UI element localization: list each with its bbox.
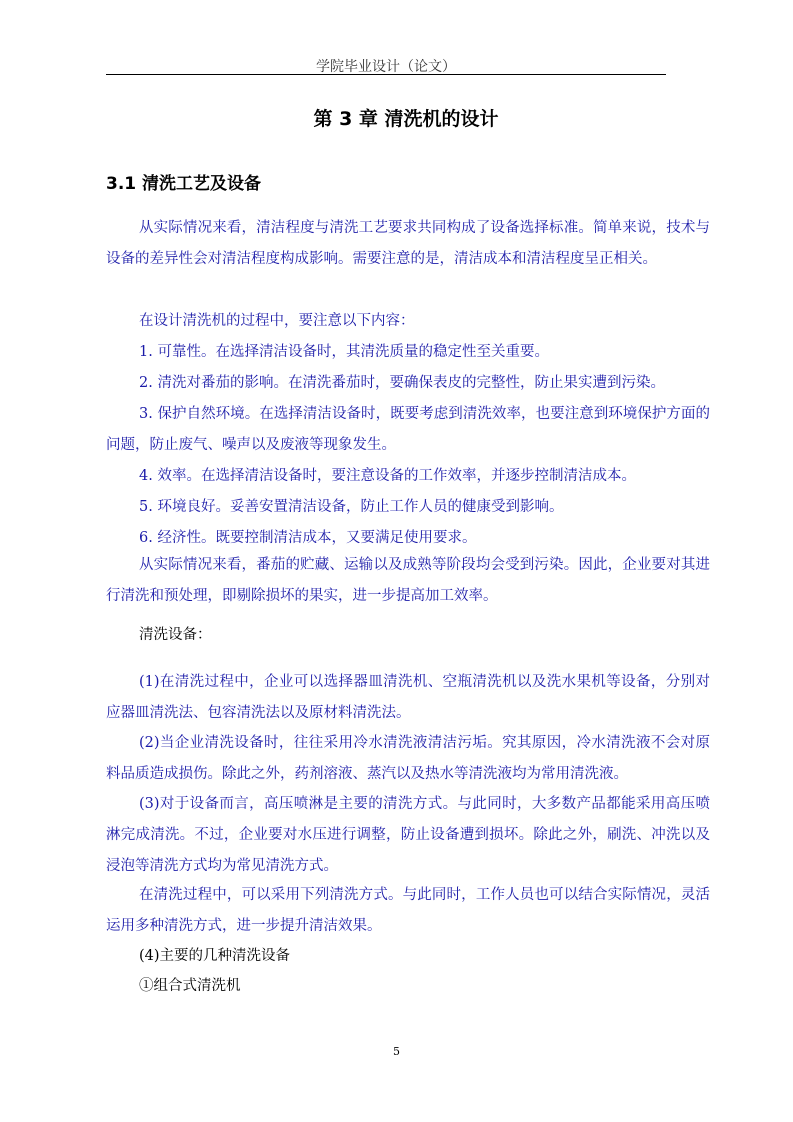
paragraph-cleaning-2: (2)当企业清洗设备时，往往采用冷水清洗液清洁污垢。究其原因，冷水清洗液不会对原料品质造成损伤。除此之外，药剂溶液、蒸汽以及热水等清洗液均为常用清洗液。 <box>106 735 710 782</box>
list-item-reliability: 1. 可靠性。在选择清洁设备时，其清洗质量的稳定性至关重要。 <box>139 344 549 360</box>
list-item-efficiency: 4. 效率。在选择清洁设备时，要注意设备的工作效率，并逐步控制清洁成本。 <box>139 468 636 484</box>
list-item-tomato-impact: 2. 清洗对番茄的影响。在清洗番茄时，要确保表皮的完整性，防止果实遭到污染。 <box>139 375 665 391</box>
chapter-title: 第 3 章 清洗机的设计 <box>313 108 499 130</box>
paragraph-cleaning-methods: 在清洗过程中，可以采用下列清洗方式。与此同时，工作人员也可以结合实际情况，灵活运用多种清洗方式，进一步提升清洁效果。 <box>106 887 710 934</box>
paragraph-combined-washer: ①组合式清洗机 <box>139 978 241 994</box>
paragraph-main-equipment: (4)主要的几种清洗设备 <box>139 948 291 964</box>
paragraph-cleaning-1: (1)在清洗过程中，企业可以选择器皿清洗机、空瓶清洗机以及洗水果机等设备，分别对应器皿清洗法、包容清洗法以及原材料清洗法。 <box>106 674 710 721</box>
list-item-economy: 6. 经济性。既要控制清洁成本，又要满足使用要求。 <box>139 530 477 546</box>
header-rule <box>106 74 666 75</box>
paragraph-equipment-heading: 清洗设备： <box>139 627 212 643</box>
section-title: 3.1 清洗工艺及设备 <box>106 174 262 194</box>
page-number: 5 <box>393 1045 400 1058</box>
paragraph-cleaning-3: (3)对于设备而言，高压喷淋是主要的清洗方式。与此同时，大多数产品都能采用高压喷淋完成清洗。不过，企业要对水压进行调整，防止设备遭到损坏。除此之外，刷洗、冲洗以及浸泡等清洗方式均为常见清洗方式。 <box>106 796 710 874</box>
list-item-environment: 3. 保护自然环境。在选择清洁设备时，既要考虑到清洗效率，也要注意到环境保护方面的问题，防止废气、噪声以及废液等现象发生。 <box>106 406 710 453</box>
paragraph-contamination: 从实际情况来看，番茄的贮藏、运输以及成熟等阶段均会受到污染。因此，企业要对其进行清洗和预处理，即剔除损坏的果实，进一步提高加工效率。 <box>106 557 710 604</box>
paragraph-design-notes: 在设计清洗机的过程中，要注意以下内容： <box>139 313 415 329</box>
running-header: 学院毕业设计（论文） <box>316 59 456 75</box>
paragraph-intro: 从实际情况来看，清洁程度与清洗工艺要求共同构成了设备选择标准。简单来说，技术与设备的差异性会对清洁程度构成影响。需要注意的是，清洁成本和清洁程度呈正相关。 <box>106 220 710 267</box>
list-item-good-environment: 5. 环境良好。妥善安置清洁设备，防止工作人员的健康受到影响。 <box>139 499 564 515</box>
